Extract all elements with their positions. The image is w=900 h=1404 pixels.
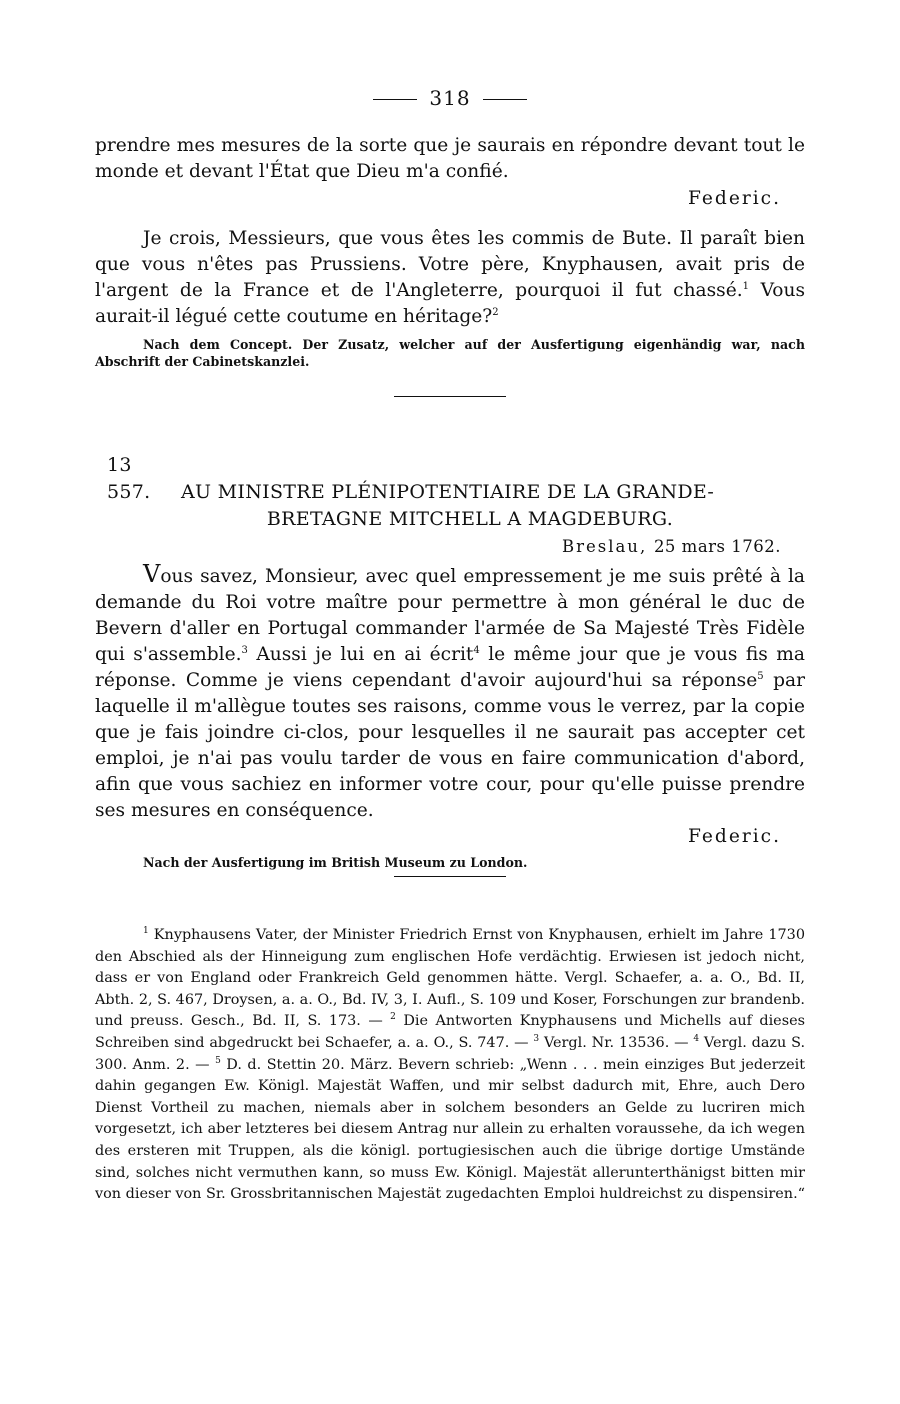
postscript-text-a: Je crois, Messieurs, que vous êtes les commis de Bute. Il paraît bien que vous n'êtes pas Prussiens. Votre père, Knyphausen, avait pris de l'argent de la France et de l'Angleterre, pourquoi il fut chassé. <box>95 228 805 301</box>
previous-letter-signature: Federic. <box>688 188 781 209</box>
letter-text-2: Aussi je lui en ai écrit <box>247 644 474 665</box>
footnote-2-text: Die Antworten Knyphausens und Michells auf dieses Schreiben sind abgedruckt bei Schaefer, a. a. O., S. 747. — <box>95 1013 805 1051</box>
letter-initial: V <box>143 560 161 588</box>
letter-number: 13 557. <box>107 454 151 503</box>
previous-letter-source-note: Nach dem Concept. Der Zusatz, welcher auf der Ausfertigung eigenhändig war, nach Abschrift der Cabinetskanzlei. <box>95 337 805 369</box>
letter-title-line-2: BRETAGNE MITCHELL A MAGDEBURG. <box>266 508 674 530</box>
footnote-1-text: Knyphausens Vater, der Minister Friedrich Ernst von Knyphausen, erhielt im Jahre 1730 den Abschied als der Hinneigung zum englischen Hofe verdächtig. Erwiesen ist jedoch nicht, dass er von England oder Frankreich Geld genommen hätte. Vergl. Schaefer, a. a. O., Bd. II, Abth. 2, S. 467, Droysen, a. a. O., Bd. IV, 3, I. Aufl., S. 109 und Koser, Forschungen zur brandenb. und preuss. Gesch., Bd. II, S. 173. — <box>95 927 805 1030</box>
letter-text-4: par laquelle il m'allègue toutes ses raisons, comme vous le verrez, par la copie que je fais joindre ci-clos, pour lesquelles il ne saurait pas accepter cet emploi, je n'ai pas voulu tarder de vous en faire communication d'abord, afin que vous sachiez en informer votre cour, pour qu'elle puisse prendre ses mesures en conséquence. <box>95 670 805 821</box>
letter-heading <box>95 452 805 533</box>
letter-text-1: ous savez, Monsieur, avec quel empressement je me suis prêté à la demande du Roi votre maître pour permettre à mon général le duc de Bevern d'aller en Portugal commander l'armée de Sa Majesté Très Fidèle qui s'assemble. <box>95 566 805 665</box>
letter-text-3: le même jour que je vous fis ma réponse. Comme je viens cependant d'avoir aujourd'hui sa réponse <box>95 644 805 691</box>
page-number-text: 318 <box>429 86 471 110</box>
footnote-4-text: Vergl. dazu S. 300. Anm. 2. — <box>95 1034 806 1073</box>
letter-signature: Federic. <box>688 826 781 847</box>
footnote-2-mark: 2 <box>390 1012 396 1023</box>
footnote-4-mark: 4 <box>693 1033 700 1044</box>
footnote-mark-5: 5 <box>757 671 764 682</box>
postscript-paragraph <box>95 226 805 330</box>
footnote-3-mark: 3 <box>533 1033 540 1044</box>
letter-title-line-1: AU MINISTRE PLÉNIPOTENTIAIRE DE LA GRANDE- <box>181 481 715 503</box>
postscript-text-b: Vous aurait-il légué cette coutume en héritage? <box>95 280 805 327</box>
letter-body <box>95 561 805 824</box>
footnote-5-text: D. d. Stettin 20. März. Bevern schrieb: „Wenn . . . mein einziges But jederzeit dahin gegangen Ew. Königl. Majestät Waffen, und mir selbst dadurch mit, Ehre, auch Dero Dienst Vortheil zu machen, niemals aber in solchem besonders an Gelde zu lucriren mich vorgesetzt, ich aber letzteres bei diesem Antrag nur allein zu erhalten voraussehe, da ich wegen des ersteren mit Truppen, als die königl. portugiesischen auch die übrige dortige Umstände sind, solches nicht vermuthen kann, so muss Ew. Königl. Majestät allerunterthänigst bitten mir von dieser von Sr. Grossbritannischen Majestät zugedachten Emploi huldreichst zu dispensiren.“ <box>95 1056 806 1203</box>
footnote-mark-1: 1 <box>742 281 750 292</box>
section-divider-bottom <box>394 876 506 877</box>
section-divider-top <box>394 396 506 397</box>
footnote-mark-4: 4 <box>473 645 480 656</box>
letter-place: Breslau, <box>561 537 648 556</box>
footnote-mark-2: 2 <box>492 307 499 318</box>
letter-date: 25 mars 1762. <box>653 537 781 556</box>
letter-dateline <box>95 535 805 559</box>
letter-13557 <box>95 452 805 871</box>
previous-letter-ending <box>95 133 805 370</box>
page-number <box>95 86 805 110</box>
page-number-dash-left <box>373 99 417 100</box>
letter-source-note: Nach der Ausfertigung im British Museum zu London. <box>143 855 528 870</box>
footnote-3-text: Vergl. Nr. 13536. — <box>539 1034 694 1051</box>
previous-letter-paragraph: prendre mes mesures de la sorte que je saurais en répondre devant tout le monde et devant l'État que Dieu m'a confié. <box>95 135 805 182</box>
footnote-1-mark: 1 <box>143 926 149 936</box>
page-number-dash-right <box>483 99 527 100</box>
footnote-5-mark: 5 <box>215 1055 221 1066</box>
footnotes <box>95 925 805 1206</box>
footnote-mark-3: 3 <box>241 645 248 656</box>
